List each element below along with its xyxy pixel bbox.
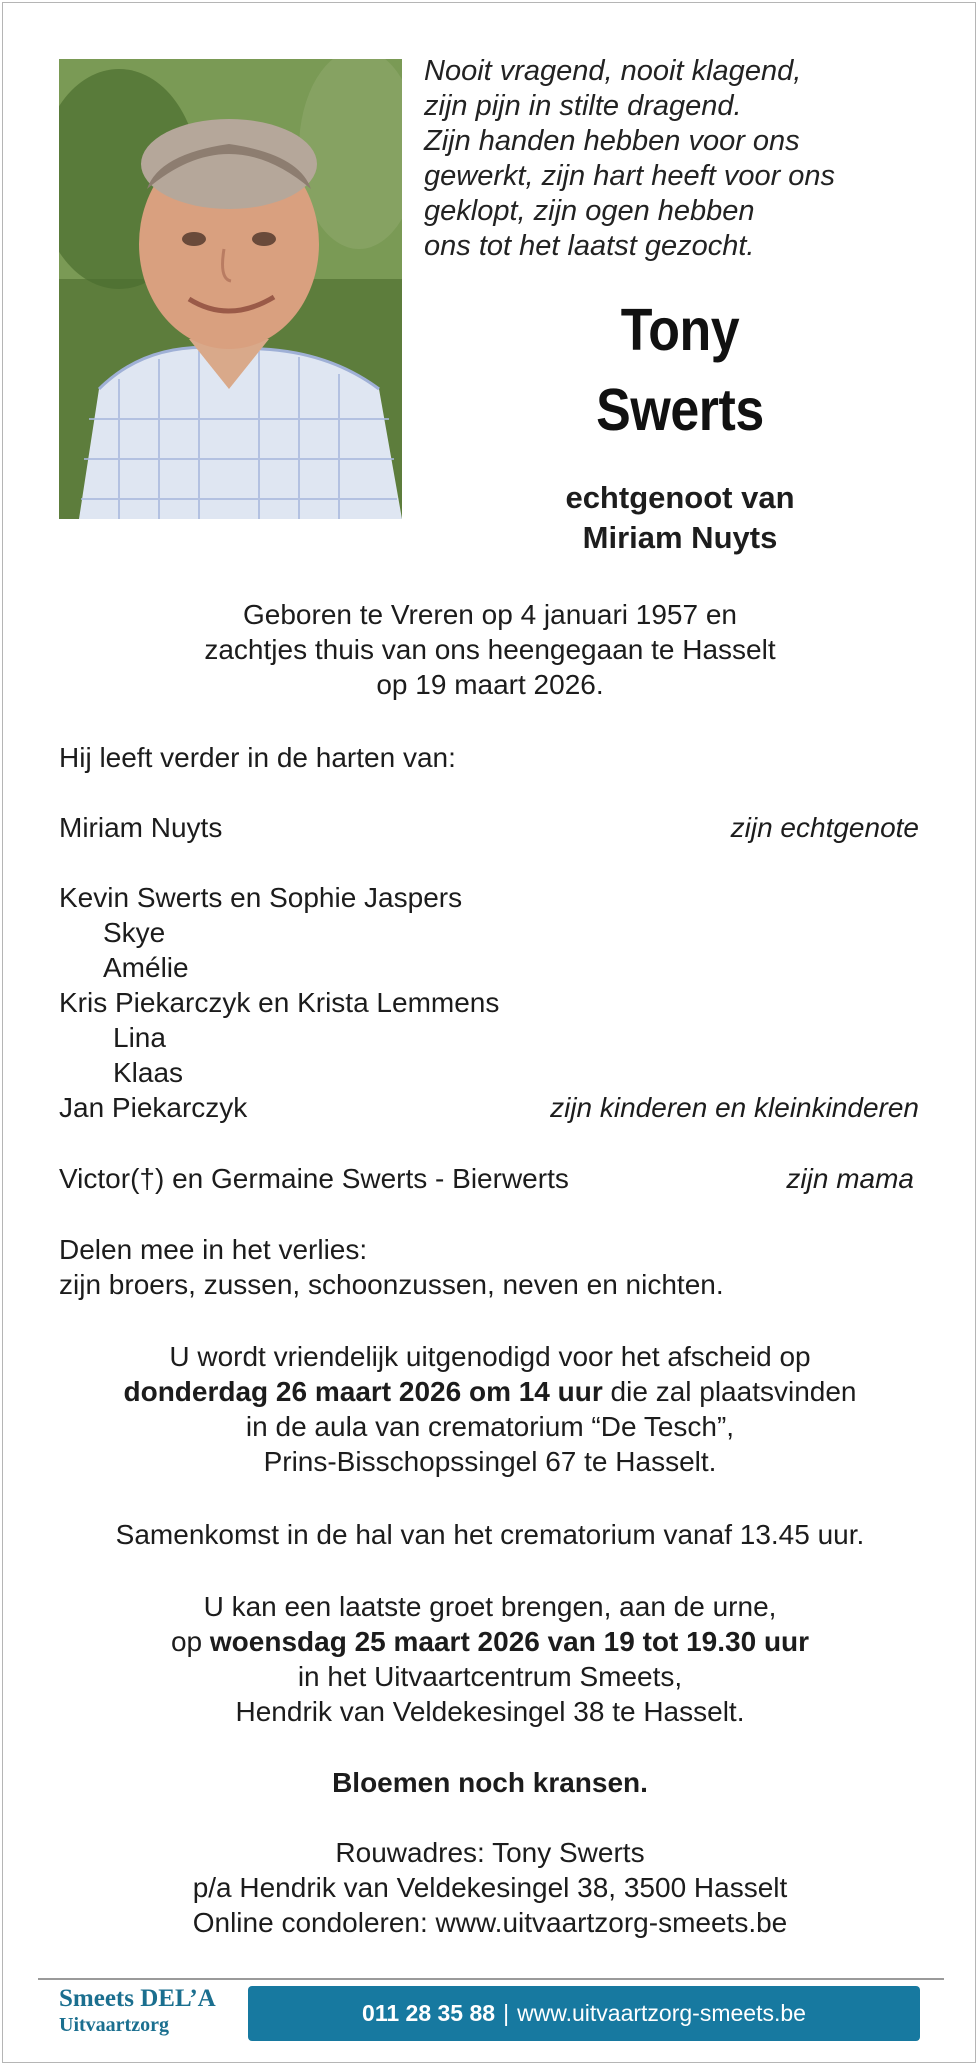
poem-line: Zijn handen hebben voor ons <box>424 125 800 157</box>
logo-sub-text: Uitvaartzorg <box>59 2014 169 2036</box>
birth-line: Geboren te Vreren op 4 januari 1957 en <box>243 599 737 630</box>
children-role: zijn kinderen en kleinkinderen <box>550 1092 919 1123</box>
poem-line: geklopt, zijn ogen hebben <box>424 195 755 227</box>
deceased-first-name: Tony <box>620 297 740 363</box>
child-name: Jan Piekarczyk <box>59 1092 248 1123</box>
address-line: p/a Hendrik van Veldekesingel 38, 3500 Hasselt <box>192 1872 788 1903</box>
spouse-label: echtgenoot van <box>565 480 795 515</box>
child-name: Kevin Swerts en Sophie Jaspers <box>59 882 463 913</box>
gathering-note: Samenkomst in de hal van het crematorium vanaf 13.45 uur. <box>115 1519 865 1550</box>
grandchild-name: Skye <box>103 917 166 948</box>
funeral-home-logo <box>59 1985 249 2045</box>
farewell-date-line <box>40 1374 940 1409</box>
farewell-line: Prins-Bisschopssingel 67 te Hasselt. <box>263 1446 717 1477</box>
visit-line: in het Uitvaartcentrum Smeets, <box>297 1661 683 1692</box>
deceased-last-name: Swerts <box>596 377 764 443</box>
poem-line: ons tot het laatst gezocht. <box>424 230 755 262</box>
farewell-date: donderdag 26 maart 2026 om 14 uur <box>123 1376 603 1407</box>
parents-role: zijn mama <box>786 1163 914 1194</box>
birth-line: zachtjes thuis van ons heengegaan te Hasselt <box>204 634 776 665</box>
visit-date-line <box>40 1624 940 1659</box>
poem-line: zijn pijn in stilte dragend. <box>424 90 742 122</box>
grandchild-name: Klaas <box>113 1057 184 1088</box>
poem <box>424 54 944 264</box>
visit-line: Hendrik van Veldekesingel 38 te Hasselt. <box>235 1696 745 1727</box>
wife-role: zijn echtgenote <box>730 812 919 843</box>
footer-divider <box>38 1978 944 1980</box>
child-name: Kris Piekarczyk en Krista Lemmens <box>59 987 500 1018</box>
farewell-line: U wordt vriendelijk uitgenodigd voor het afscheid op <box>169 1341 811 1372</box>
wife-name: Miriam Nuyts <box>59 812 223 843</box>
phone-number[interactable]: 011 28 35 88 <box>362 2000 496 2026</box>
survivors-intro: Hij leeft verder in de harten van: <box>59 742 456 773</box>
visit-prefix: op <box>170 1626 210 1657</box>
farewell-date-rest: die zal plaatsvinden <box>602 1376 857 1407</box>
logo-main-text: Smeets DEL’A <box>59 1985 216 2012</box>
condolence-line: Online condoleren: www.uitvaartzorg-smeets.be <box>192 1907 788 1938</box>
poem-line: gewerkt, zijn hart heeft voor ons <box>424 160 836 192</box>
visit-line: U kan een laatste groet brengen, aan de urne, <box>203 1591 777 1622</box>
poem-line: Nooit vragend, nooit klagend, <box>424 55 802 87</box>
separator: | <box>503 2000 510 2026</box>
website-link[interactable]: www.uitvaartzorg-smeets.be <box>517 2000 806 2026</box>
contact-bar <box>248 1986 920 2041</box>
spouse-name: Miriam Nuyts <box>582 520 778 555</box>
loss-intro: Delen mee in het verlies: <box>59 1234 368 1265</box>
visit-date: woensdag 25 maart 2026 van 19 tot 19.30 uur <box>209 1626 810 1657</box>
grandchild-name: Lina <box>113 1022 166 1053</box>
parents-name: Victor(†) en Germaine Swerts - Bierwerts <box>59 1163 569 1194</box>
farewell-line: in de aula van crematorium “De Tesch”, <box>245 1411 735 1442</box>
grandchild-name: Amélie <box>103 952 189 983</box>
address-line: Rouwadres: Tony Swerts <box>335 1837 645 1868</box>
portrait-photo <box>59 59 402 519</box>
flowers-note: Bloemen noch kransen. <box>332 1767 648 1798</box>
birth-line: op 19 maart 2026. <box>376 669 604 700</box>
loss-relatives: zijn broers, zussen, schoonzussen, neven en nichten. <box>59 1269 724 1300</box>
